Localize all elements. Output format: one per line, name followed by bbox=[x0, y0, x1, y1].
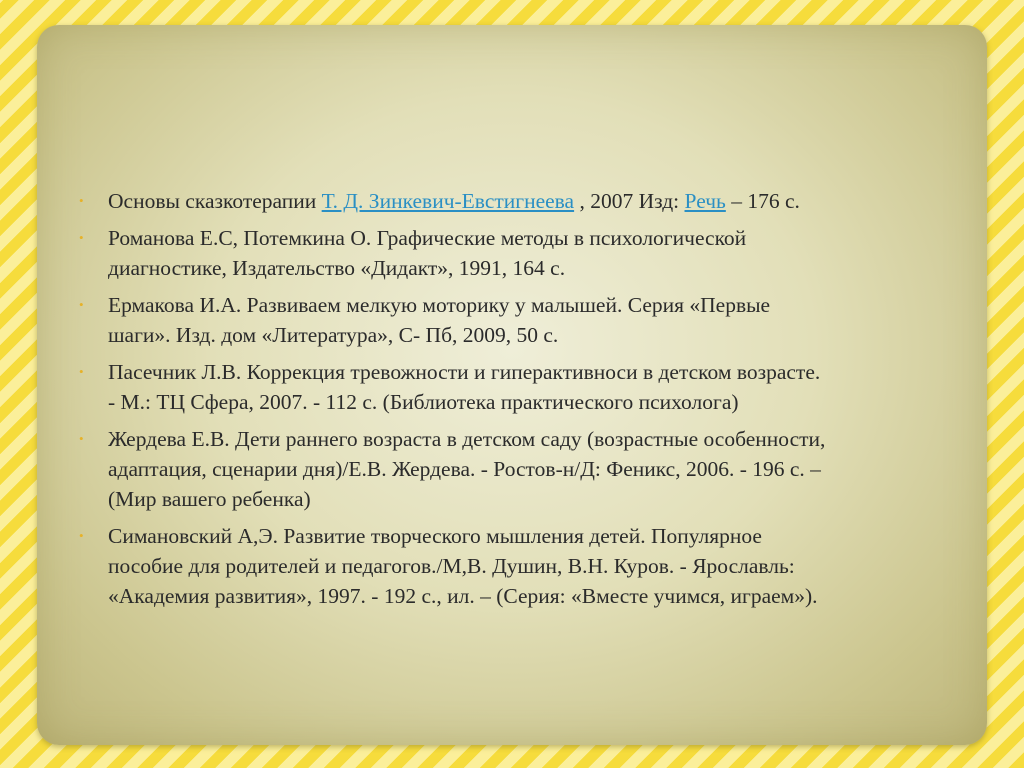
reference-line: Ермакова И.А. Развиваем мелкую моторику у малышей. Серия «Первые bbox=[108, 293, 771, 317]
reference-item-3 bbox=[75, 290, 975, 350]
reference-line: диагностике, Издательство «Дидакт», 1991, 164 с. bbox=[108, 256, 566, 280]
reference-line: адаптация, сценарии дня)/Е.В. Жердева. - Ростов-н/Д: Феникс, 2006. - 196 с. – bbox=[108, 457, 821, 481]
publisher-link[interactable]: Речь bbox=[684, 189, 726, 213]
reference-list bbox=[75, 186, 975, 618]
reference-line: Пасечник Л.В. Коррекция тревожности и гиперактивноси в детском возрасте. bbox=[108, 360, 821, 384]
reference-line: (Мир вашего ребенка) bbox=[108, 487, 311, 511]
reference-line: «Академия развития», 1997. - 192 с., ил. – (Серия: «Вместе учимся, играем»). bbox=[108, 584, 818, 608]
reference-text: , 2007 Изд: bbox=[574, 189, 685, 213]
reference-line: Симановский А,Э. Развитие творческого мышления детей. Популярное bbox=[108, 524, 762, 548]
reference-item-2 bbox=[75, 223, 975, 283]
reference-item-4 bbox=[75, 357, 975, 417]
reference-line: - М.: ТЦ Сфера, 2007. - 112 с. (Библиотека практического психолога) bbox=[108, 390, 739, 414]
bullet-icon: • bbox=[79, 364, 84, 379]
bullet-icon: • bbox=[79, 230, 84, 245]
bullet-icon: • bbox=[79, 297, 84, 312]
reference-line: Жердева Е.В. Дети раннего возраста в детском саду (возрастные особенности, bbox=[108, 427, 826, 451]
reference-text: Основы сказкотерапии bbox=[108, 189, 322, 213]
reference-line: шаги». Изд. дом «Литература», С- Пб, 2009, 50 с. bbox=[108, 323, 559, 347]
bullet-icon: • bbox=[79, 431, 84, 446]
reference-item-1 bbox=[75, 186, 975, 216]
reference-item-6 bbox=[75, 521, 975, 611]
reference-line: пособие для родителей и педагогов./М,В. Душин, В.Н. Куров. - Ярославль: bbox=[108, 554, 795, 578]
bullet-icon: • bbox=[79, 193, 84, 208]
author-link[interactable]: Т. Д. Зинкевич-Евстигнеева bbox=[321, 189, 575, 213]
bullet-icon: • bbox=[79, 528, 84, 543]
reference-text: – 176 с. bbox=[725, 189, 800, 213]
reference-line: Романова Е.С, Потемкина О. Графические методы в психологической bbox=[108, 226, 747, 250]
reference-item-5 bbox=[75, 424, 975, 514]
